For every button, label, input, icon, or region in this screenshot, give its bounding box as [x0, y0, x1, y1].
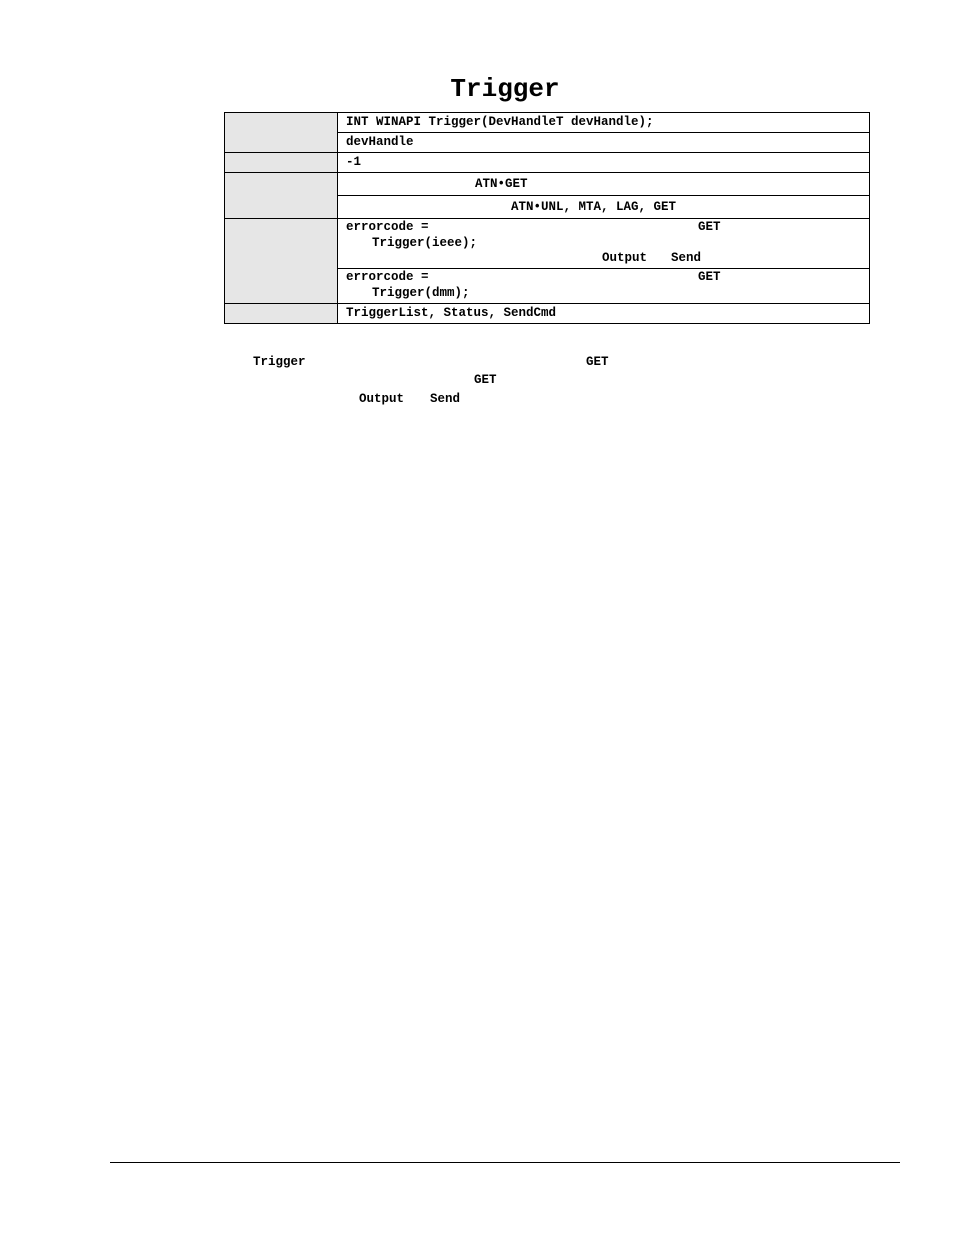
description-trigger: Trigger	[253, 355, 306, 369]
description-send: Send	[430, 392, 461, 406]
syntax-label-cell	[225, 113, 338, 153]
returns-label-cell	[225, 153, 338, 173]
description-output: Output	[359, 392, 405, 406]
bus-state-1-text: ATN•GET	[475, 177, 528, 191]
example-2-cell	[338, 269, 870, 304]
example-label-cell	[225, 219, 338, 304]
page-title: Trigger	[450, 74, 560, 104]
footer-rule	[110, 1162, 900, 1163]
parameter-cell	[338, 133, 870, 153]
example-2-call: Trigger(dmm);	[372, 285, 470, 300]
see-also-label-cell	[225, 304, 338, 324]
prototype-cell	[338, 113, 870, 133]
function-reference-table	[224, 112, 870, 324]
example-1-call: Trigger(ieee);	[372, 235, 478, 250]
returns-cell	[338, 153, 870, 173]
example-1-output: Output	[602, 251, 648, 265]
parameter-text: devHandle	[346, 135, 414, 149]
example-2-assign: errorcode =	[346, 270, 429, 284]
bus-state-2-text: ATN•UNL, MTA, LAG, GET	[511, 200, 677, 214]
prototype-text: INT WINAPI Trigger(DevHandleT devHandle);	[346, 115, 654, 129]
bus-states-label-cell	[225, 173, 338, 219]
bus-state-1-cell	[338, 173, 870, 196]
example-1-send: Send	[671, 251, 702, 265]
returns-text: -1	[346, 155, 362, 169]
example-1-get: GET	[698, 220, 721, 234]
bus-state-2-cell	[338, 196, 870, 219]
example-1-assign: errorcode =	[346, 220, 429, 234]
example-2-get: GET	[698, 270, 721, 284]
see-also-text: TriggerList, Status, SendCmd	[346, 306, 557, 320]
example-1-cell	[338, 219, 870, 269]
see-also-cell	[338, 304, 870, 324]
description-get-2: GET	[474, 373, 497, 387]
description-get-1: GET	[586, 355, 609, 369]
